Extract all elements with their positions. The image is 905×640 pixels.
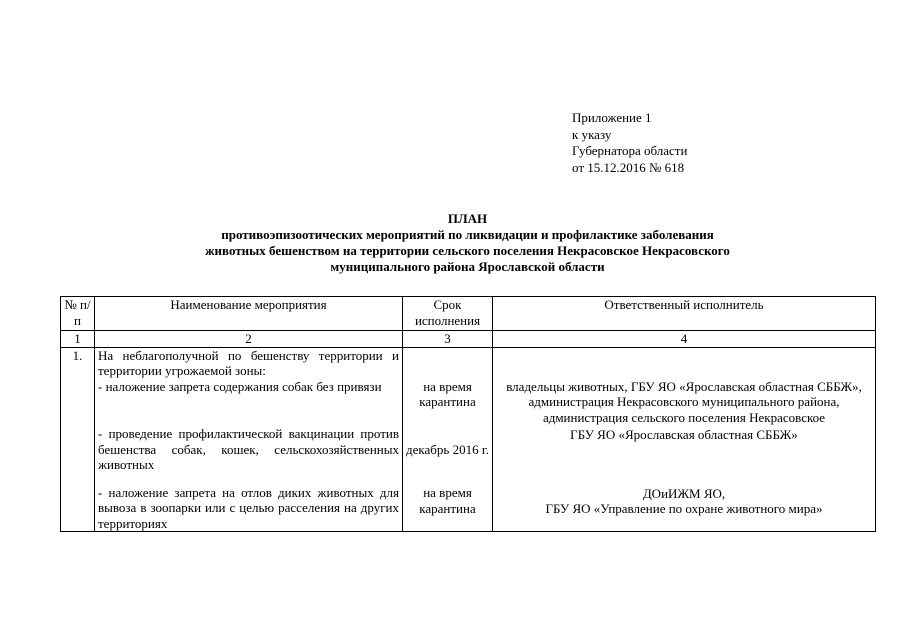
title-line-2: животных бешенством на территории сельского поселения Некрасовское Некрасовского <box>205 243 730 258</box>
spacer <box>98 473 399 485</box>
deadline-item-1: на время карантина <box>419 378 476 409</box>
appendix-line-3: Губернатора области <box>572 143 688 158</box>
appendix-line-2: к указу <box>572 126 612 142</box>
column-numbers-row <box>61 331 876 348</box>
measure-item-3: - наложение запрета на отлов диких животных для вывоза в зоопарки или с целью расселения на других территориях <box>98 484 399 531</box>
header-name: Наименование мероприятия <box>95 297 403 331</box>
plan-table <box>60 296 876 532</box>
deadline-item-3: на время карантина <box>419 485 476 516</box>
appendix-line-1: Приложение 1 <box>572 110 652 125</box>
col-number-4: 4 <box>493 331 876 348</box>
responsible-item-2: ГБУ ЯО «Ярославская областная СББЖ» <box>570 427 798 442</box>
spacer <box>98 394 399 410</box>
deadline-item-2: декабрь 2016 г. <box>406 441 489 457</box>
appendix-block <box>572 110 687 176</box>
spacer <box>496 348 872 379</box>
responsible-cell <box>493 347 876 532</box>
spacer <box>406 348 489 379</box>
col-number-1: 1 <box>61 331 95 348</box>
table-row <box>61 347 876 532</box>
document-title <box>60 211 875 275</box>
row-number: 1. <box>61 347 95 532</box>
appendix-line-4: от 15.12.2016 № 618 <box>572 159 685 175</box>
responsible-item-3-line-2: ГБУ ЯО «Управление по охране животного мира» <box>545 501 823 516</box>
measure-intro: На неблагополучной по бешенству территории и территории угрожаемой зоны: <box>98 347 399 378</box>
measures-cell <box>95 347 403 532</box>
measure-item-1: - наложение запрета содержания собак без привязи <box>98 378 382 394</box>
title-heading: ПЛАН <box>447 211 488 226</box>
deadlines-cell <box>403 347 493 532</box>
spacer <box>98 410 399 426</box>
spacer <box>406 457 489 485</box>
spacer <box>496 443 872 486</box>
responsible-item-3-line-1: ДОиИЖМ ЯО, <box>642 485 726 501</box>
col-number-3: 3 <box>403 331 493 348</box>
spacer <box>406 410 489 442</box>
measure-item-2: - проведение профилактической вакцинации против бешенства собак, кошек, сельскохозяйственных животных <box>98 426 399 472</box>
header-responsible: Ответственный исполнитель <box>493 297 876 331</box>
title-line-1: противоэпизоотических мероприятий по ликвидации и профилактике заболевания <box>221 227 714 242</box>
header-num: № п/п <box>61 297 95 331</box>
table-header-row <box>61 297 876 331</box>
header-deadline: Срок исполнения <box>403 297 493 331</box>
title-line-3: муниципального района Ярославской области <box>330 259 605 274</box>
col-number-2: 2 <box>95 331 403 348</box>
responsible-item-1: владельцы животных, ГБУ ЯО «Ярославская областная СББЖ», администрация Некрасовского муниципального района, администрация сельского поселения Некрасовское <box>506 378 862 425</box>
